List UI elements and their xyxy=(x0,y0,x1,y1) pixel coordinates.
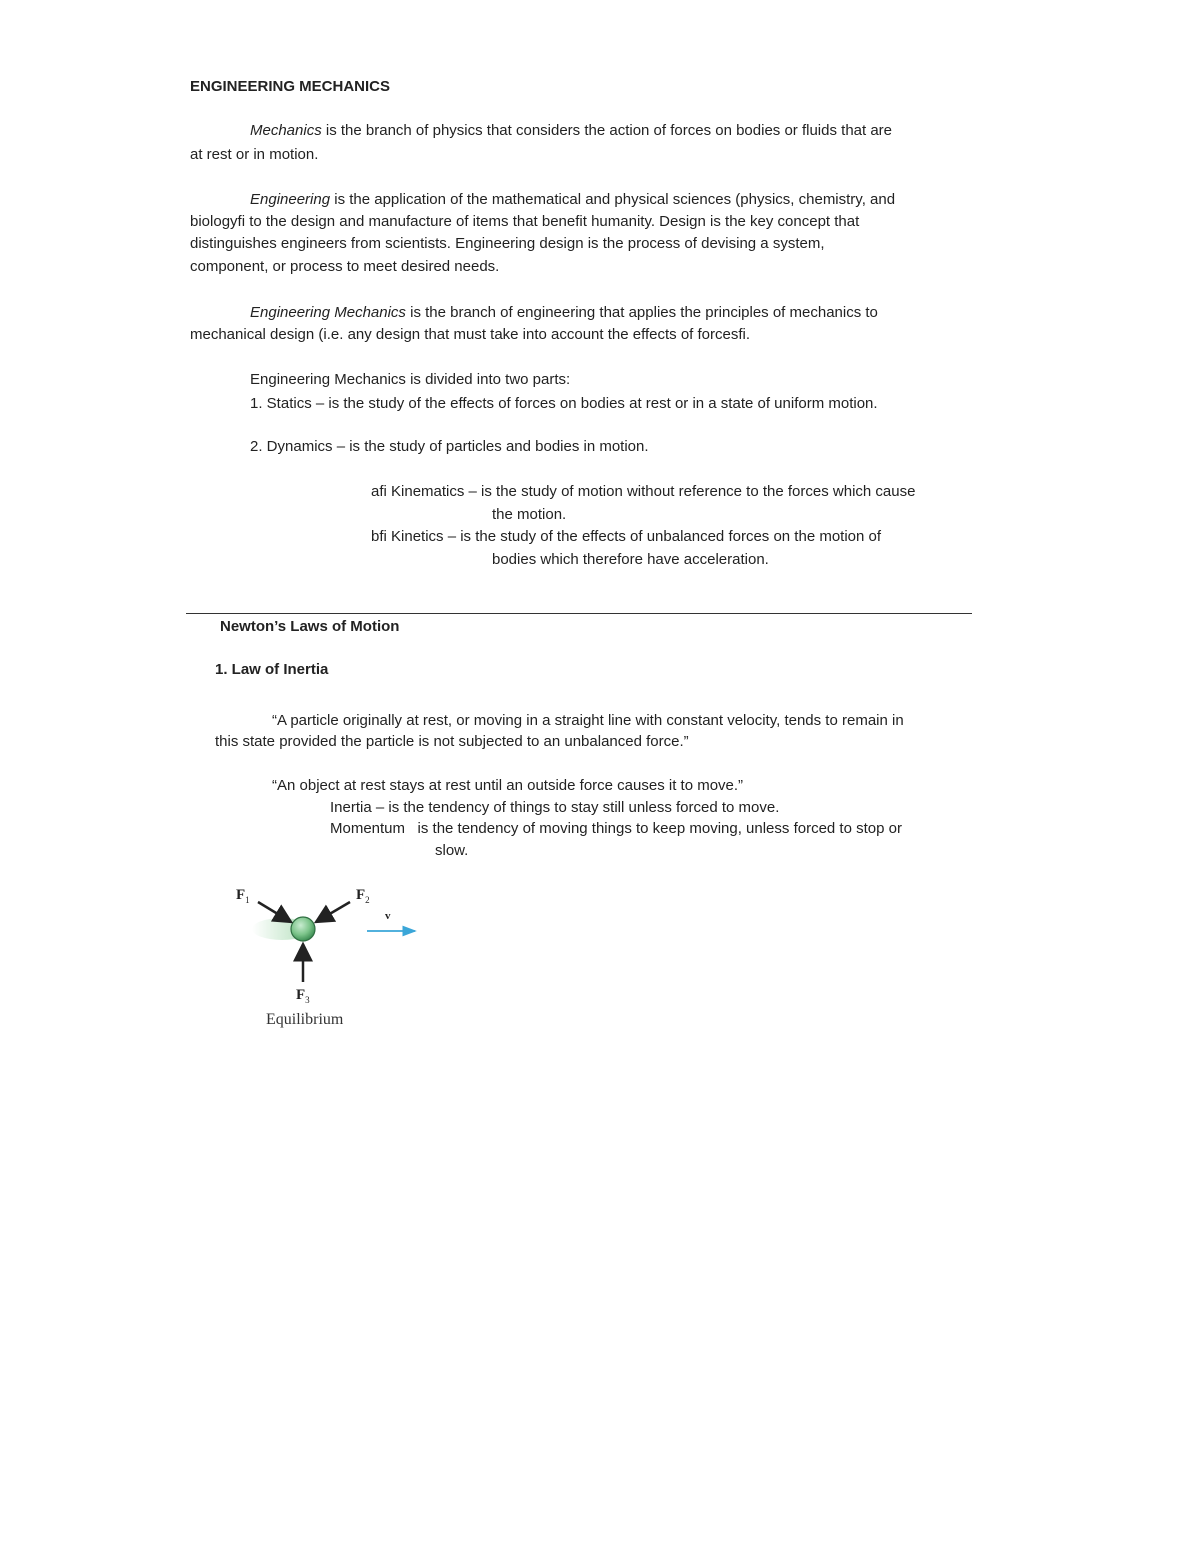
label-f1-letter: F xyxy=(236,887,246,903)
mechanics-definition-line-1 xyxy=(250,120,892,142)
kinematics-definition-line-1: afi Kinematics – is the study of motion without reference to the forces which cause xyxy=(371,483,916,500)
inertia-quote-line-2: this state provided the particle is not subjected to an unbalanced force.” xyxy=(215,733,689,750)
statics-definition: 1. Statics – is the study of the effects of forces on bodies at rest or in a state of uniform motion. xyxy=(250,395,878,412)
engineering-mechanics-definition-line-2: mechanical design (i.e. any design that must take into account the effects of forcesfi. xyxy=(190,326,751,343)
label-f1-subscript: 1 xyxy=(245,895,250,905)
section-divider xyxy=(186,613,972,614)
mechanics-definition-line-2: at rest or in motion. xyxy=(190,146,319,163)
parts-intro: Engineering Mechanics is divided into two parts: xyxy=(250,371,571,388)
figure-caption: Equilibrium xyxy=(266,1011,344,1028)
object-at-rest-quote: “An object at rest stays at rest until an outside force causes it to move.” xyxy=(272,777,744,794)
momentum-definition-line-2: slow. xyxy=(435,842,469,859)
term-engineering: Engineering xyxy=(250,191,331,208)
engineering-definition-line-3: distinguishes engineers from scientists. Engineering design is the process of devising a system, xyxy=(190,235,825,252)
label-f3-subscript: 3 xyxy=(305,995,310,1005)
inertia-definition: Inertia – is the tendency of things to stay still unless forced to move. xyxy=(330,799,780,816)
particle xyxy=(291,917,315,941)
engineering-mechanics-definition-line-1 xyxy=(250,302,878,324)
kinetics-definition-line-1: bfi Kinetics – is the study of the effects of unbalanced forces on the motion of xyxy=(371,528,882,545)
term-engineering-mechanics: Engineering Mechanics xyxy=(250,304,406,321)
text-fragment: is the branch of physics that considers the action of forces on bodies or fluids that are xyxy=(321,122,893,139)
kinetics-definition-line-2: bodies which therefore have acceleration. xyxy=(492,551,769,568)
engineering-definition-line-4: component, or process to meet desired needs. xyxy=(190,258,500,275)
label-f1 xyxy=(236,887,250,905)
dynamics-definition: 2. Dynamics – is the study of particles and bodies in motion. xyxy=(250,438,649,455)
law-of-inertia-heading: 1. Law of Inertia xyxy=(215,661,329,678)
engineering-definition-line-2: biologyfi to the design and manufacture of items that benefit humanity. Design is the key concept that xyxy=(190,213,860,230)
label-f2 xyxy=(356,887,370,905)
label-f2-letter: F xyxy=(356,887,366,903)
inertia-quote-line-1: “A particle originally at rest, or moving in a straight line with constant velocity, tends to remain in xyxy=(272,712,904,729)
kinematics-definition-line-2: the motion. xyxy=(492,506,567,523)
momentum-definition-line-1: Momentum is the tendency of moving things to keep moving, unless forced to stop or xyxy=(330,820,902,837)
force-arrow-f2 xyxy=(316,902,350,922)
label-f3 xyxy=(296,987,310,1005)
label-f2-subscript: 2 xyxy=(365,895,370,905)
term-mechanics: Mechanics xyxy=(250,122,322,139)
text-fragment: is the branch of engineering that applies the principles of mechanics to xyxy=(405,304,878,321)
document-title: ENGINEERING MECHANICS xyxy=(190,78,391,95)
engineering-definition-line-1 xyxy=(250,189,895,211)
newton-heading: Newton’s Laws of Motion xyxy=(220,618,400,635)
text-fragment: is the application of the mathematical and physical sciences (physics, chemistry, and xyxy=(330,191,896,208)
label-f3-letter: F xyxy=(296,987,306,1003)
label-velocity: v xyxy=(385,910,391,922)
